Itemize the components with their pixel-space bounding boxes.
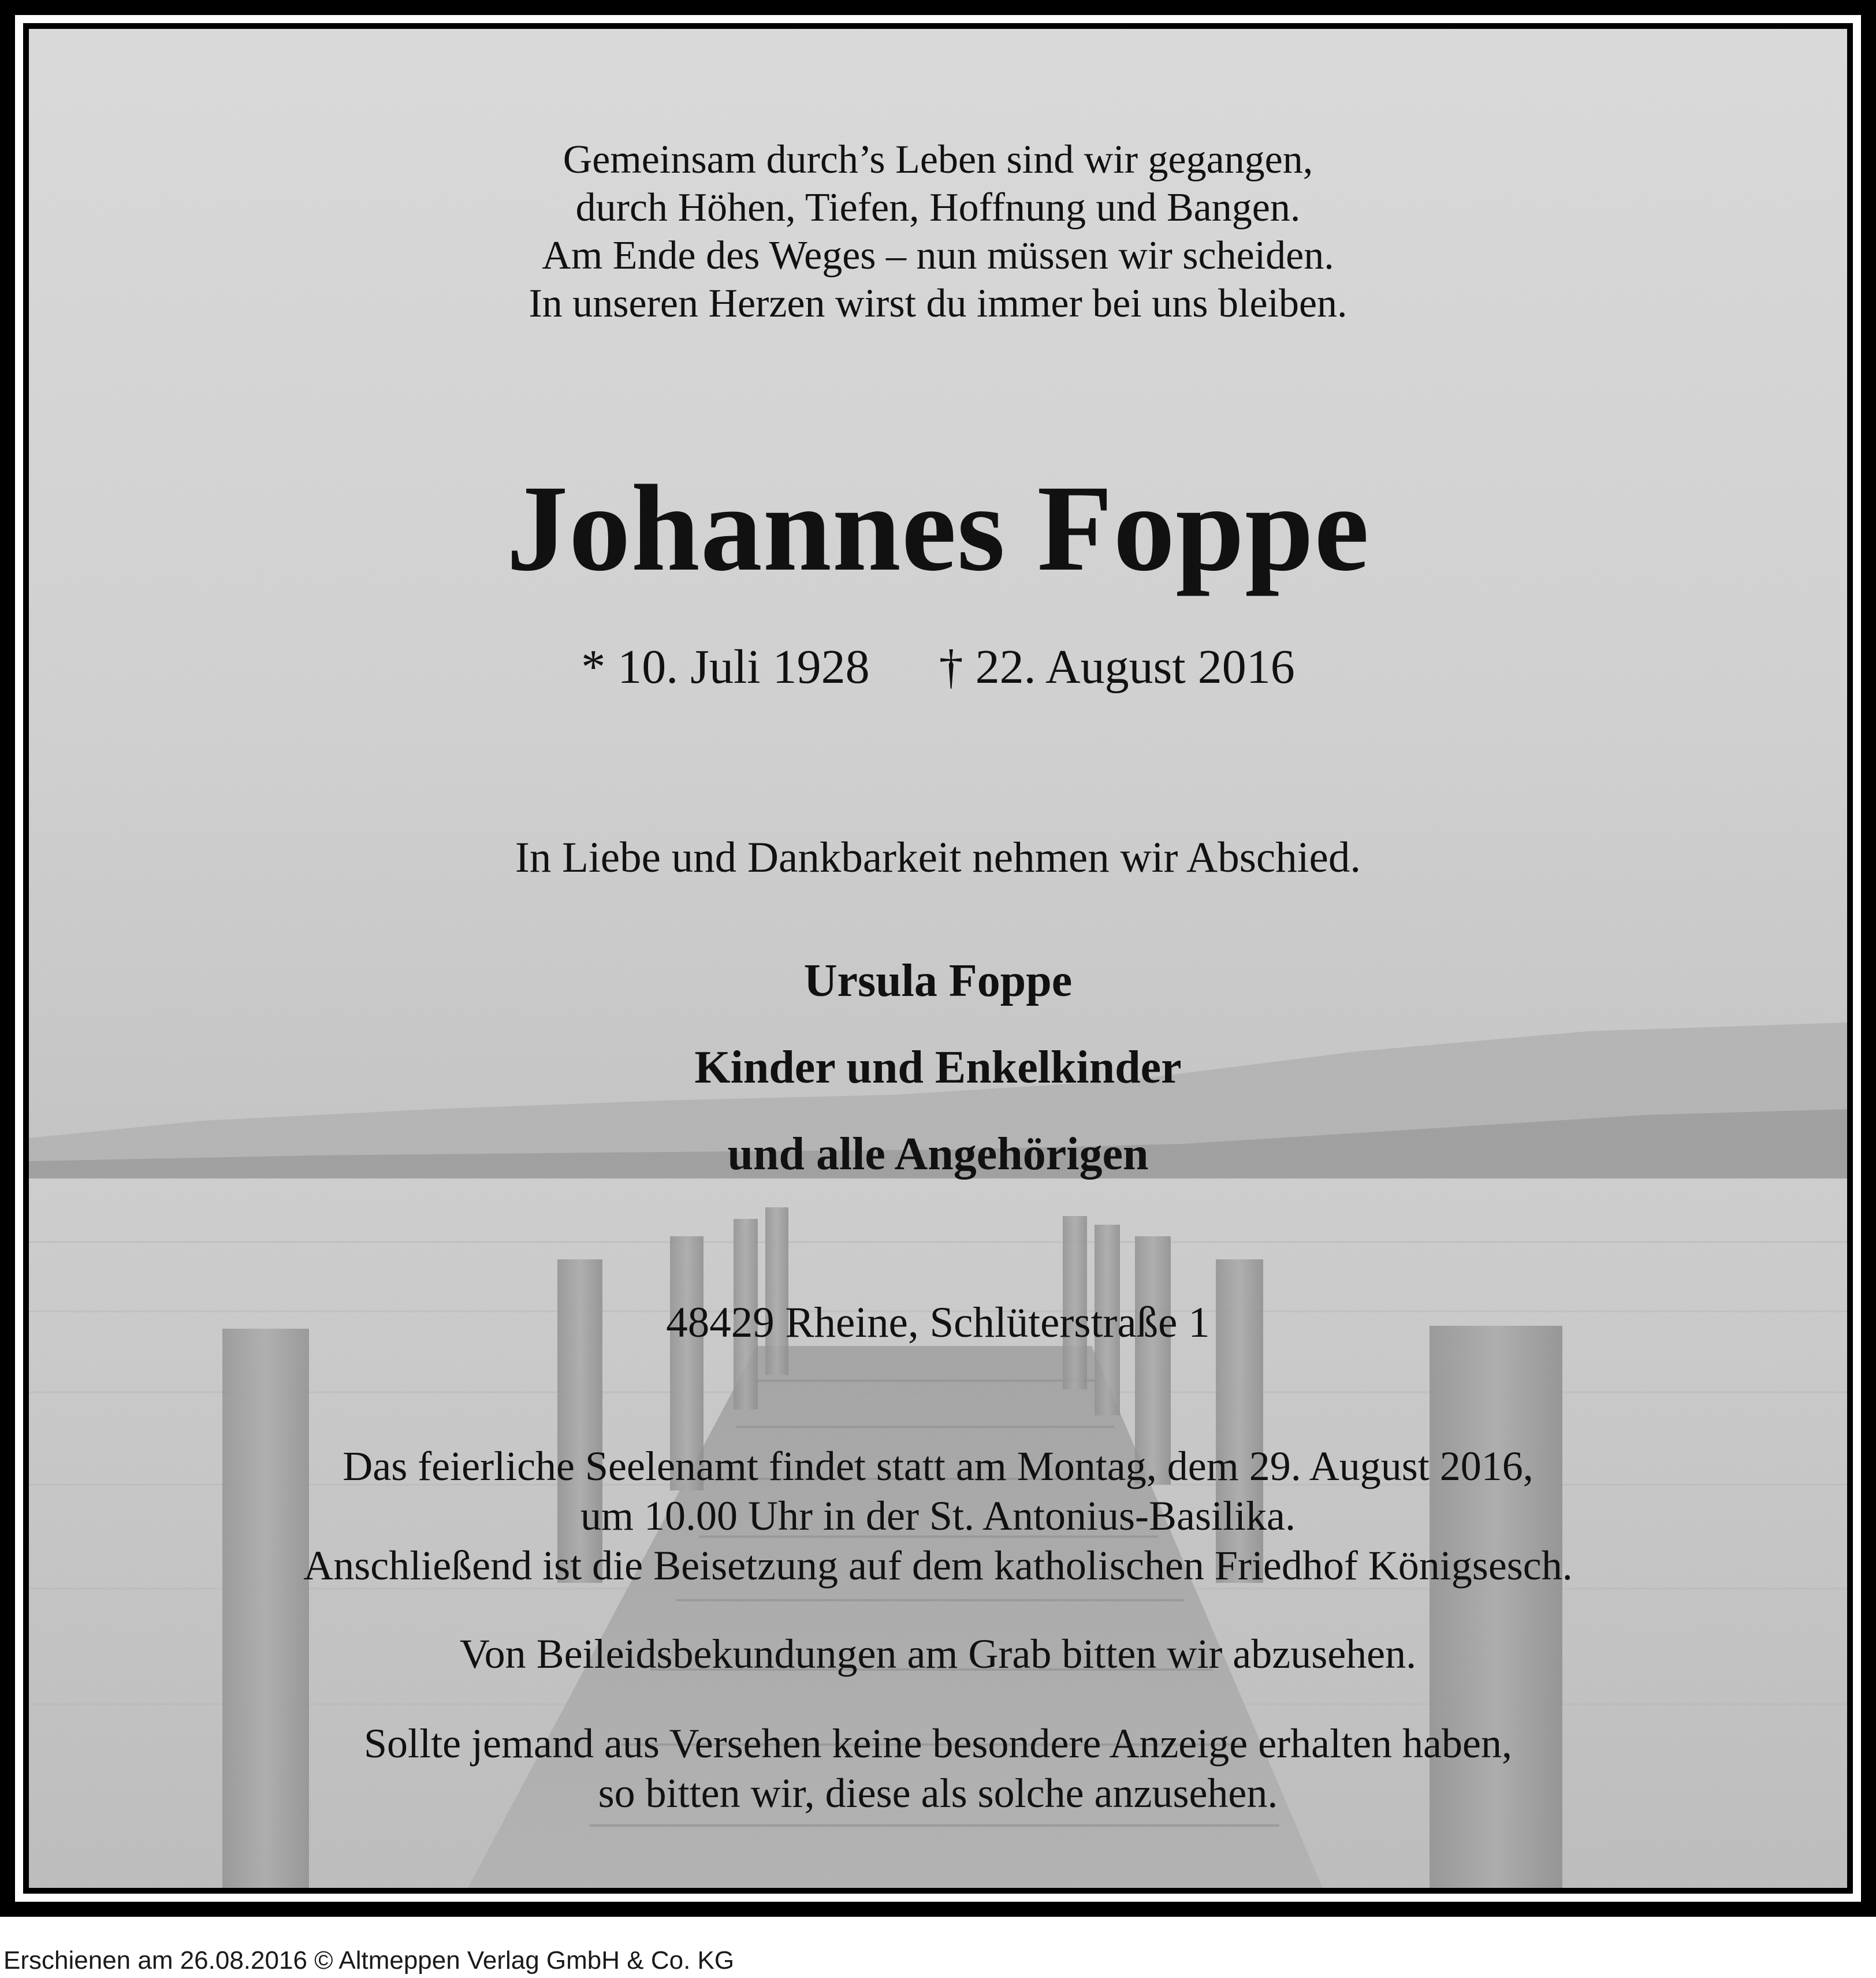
mourner-line: Kinder und Enkelkinder xyxy=(694,1042,1182,1093)
life-dates xyxy=(29,638,1847,696)
lake-jetty-background xyxy=(29,29,1847,1888)
service-line: Das feierliche Seelenamt findet statt am Montag, dem 29. August 2016, xyxy=(343,1443,1533,1489)
mourner-line: Ursula Foppe xyxy=(803,955,1073,1006)
poem xyxy=(29,136,1847,328)
obituary-text xyxy=(29,29,1847,1888)
notice xyxy=(29,1719,1847,1818)
publication-footer: Erschienen am 26.08.2016 © Altmeppen Verlag GmbH & Co. KG xyxy=(3,1946,735,1975)
birth-date: * 10. Juli 1928 xyxy=(581,640,870,694)
notice-line: Sollte jemand aus Versehen keine besondere Anzeige erhalten haben, xyxy=(364,1720,1512,1767)
poem-line: durch Höhen, Tiefen, Hoffnung und Bangen. xyxy=(575,185,1301,230)
deceased-name: Johannes Foppe xyxy=(506,460,1370,597)
service-line: Anschließend ist die Beisetzung auf dem katholischen Friedhof Königsesch. xyxy=(303,1542,1573,1589)
death-date: † 22. August 2016 xyxy=(939,640,1295,694)
farewell-line: In Liebe und Dankbarkeit nehmen wir Abschied. xyxy=(515,834,1361,882)
notice-line: so bitten wir, diese als solche anzusehen. xyxy=(598,1770,1278,1816)
poem-line: Am Ende des Weges – nun müssen wir scheiden. xyxy=(542,233,1334,278)
family-address: 48429 Rheine, Schlüterstraße 1 xyxy=(666,1299,1210,1347)
mourner-line: und alle Angehörigen xyxy=(727,1129,1149,1180)
service-info xyxy=(29,1441,1847,1590)
poem-line: Gemeinsam durch’s Leben sind wir gegangen, xyxy=(563,137,1313,182)
service-line: um 10.00 Uhr in der St. Antonius-Basilika. xyxy=(580,1493,1296,1539)
condolence-note: Von Beileidsbekundungen am Grab bitten wir abzusehen. xyxy=(459,1631,1417,1677)
poem-line: In unseren Herzen wirst du immer bei uns bleiben. xyxy=(528,281,1348,326)
